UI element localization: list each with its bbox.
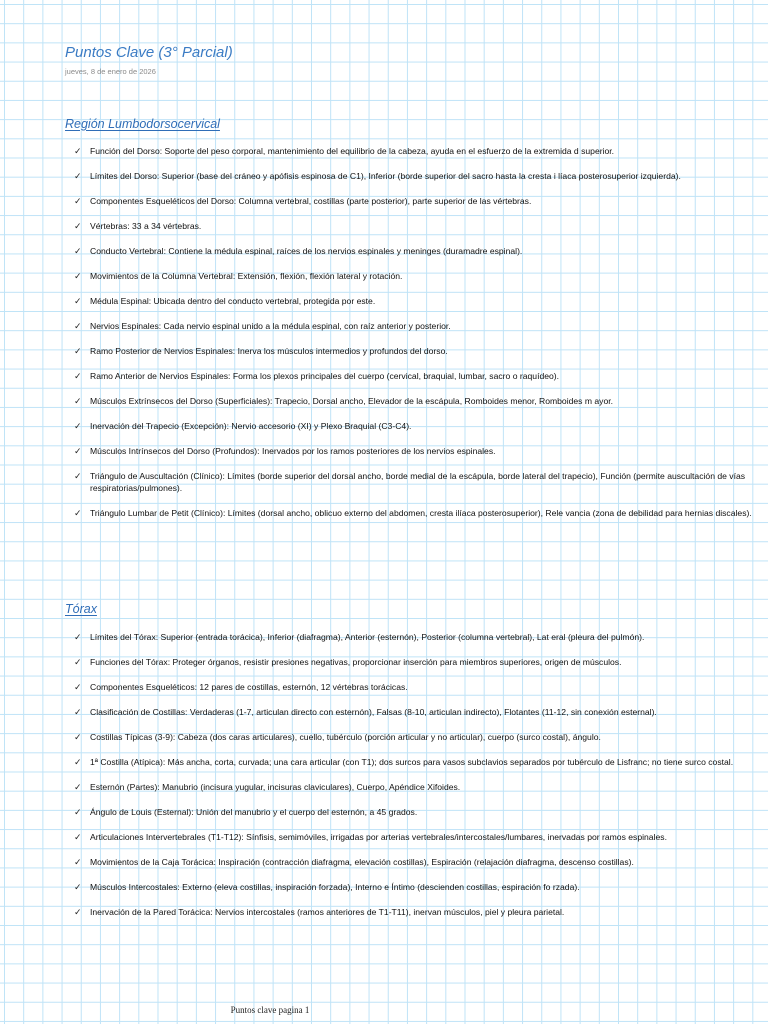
check-icon: ✓ bbox=[74, 682, 82, 692]
check-icon: ✓ bbox=[74, 271, 82, 281]
check-icon: ✓ bbox=[74, 832, 82, 842]
bullet-item bbox=[74, 220, 764, 232]
page-title: Puntos Clave (3° Parcial) bbox=[65, 44, 233, 61]
bullet-item bbox=[74, 656, 764, 668]
bullet-item bbox=[74, 170, 764, 182]
check-icon: ✓ bbox=[74, 246, 82, 256]
check-icon: ✓ bbox=[74, 632, 82, 642]
bullet-item bbox=[74, 345, 764, 357]
bullet-item bbox=[74, 781, 764, 793]
bullet-item bbox=[74, 507, 764, 519]
check-icon: ✓ bbox=[74, 346, 82, 356]
bullet-text: Vértebras: 33 a 34 vértebras. bbox=[90, 221, 202, 231]
bullet-item bbox=[74, 420, 764, 432]
bullet-item bbox=[74, 320, 764, 332]
bullet-item bbox=[74, 195, 764, 207]
bullet-item bbox=[74, 395, 764, 407]
bullet-text: Músculos Intrínsecos del Dorso (Profundos): Inervados por los ramos posteriores de los nervios espinales. bbox=[90, 446, 496, 456]
bullet-text: Movimientos de la Columna Vertebral: Extensión, flexión, flexión lateral y rotación. bbox=[90, 271, 403, 281]
check-icon: ✓ bbox=[74, 221, 82, 231]
bullet-text: Articulaciones Intervertebrales (T1-T12): Sínfisis, semimóviles, irrigadas por arterias vertebrales/intercostales/lumbares, inervadas por ramos espinales. bbox=[90, 832, 667, 842]
bullet-text: Funciones del Tórax: Proteger órganos, resistir presiones negativas, proporcionar inserción para miembros superiores, origen de músculos. bbox=[90, 657, 622, 667]
bullet-list-region bbox=[74, 145, 764, 519]
bullet-item bbox=[74, 295, 764, 307]
bullet-item bbox=[74, 731, 764, 743]
check-icon: ✓ bbox=[74, 508, 82, 518]
bullet-item bbox=[74, 756, 764, 768]
bullet-item bbox=[74, 806, 764, 818]
check-icon: ✓ bbox=[74, 857, 82, 867]
bullet-text: Inervación del Trapecio (Excepción): Nervio accesorio (XI) y Plexo Braquial (C3-C4). bbox=[90, 421, 412, 431]
bullet-item bbox=[74, 245, 764, 257]
bullet-item bbox=[74, 831, 764, 843]
check-icon: ✓ bbox=[74, 296, 82, 306]
bullet-text: Médula Espinal: Ubicada dentro del conducto vertebral, protegida por este. bbox=[90, 296, 376, 306]
page-footer: Puntos clave pagina 1 bbox=[230, 1005, 310, 1015]
bullet-text: Nervios Espinales: Cada nervio espinal unido a la médula espinal, con raíz anterior y posterior. bbox=[90, 321, 451, 331]
bullet-text: Ángulo de Louis (Esternal): Unión del manubrio y el cuerpo del esternón, a 45 grados. bbox=[90, 807, 418, 817]
bullet-text: Componentes Esqueléticos: 12 pares de costillas, esternón, 12 vértebras torácicas. bbox=[90, 682, 408, 692]
check-icon: ✓ bbox=[74, 907, 82, 917]
bullet-text: Límites del Dorso: Superior (base del cráneo y apófisis espinosa de C1), Inferior (borde superior del sacro hasta la cresta i líaca posterosuperior izquierda). bbox=[90, 171, 681, 181]
bullet-text: Conducto Vertebral: Contiene la médula espinal, raíces de los nervios espinales y meninges (duramadre espinal). bbox=[90, 246, 523, 256]
bullet-text: Músculos Extrínsecos del Dorso (Superficiales): Trapecio, Dorsal ancho, Elevador de la escápula, Romboides menor, Romboides m ayor. bbox=[90, 396, 614, 406]
check-icon: ✓ bbox=[74, 757, 82, 767]
bullet-text: Triángulo Lumbar de Petit (Clínico): Límites (dorsal ancho, oblicuo externo del abdomen, cresta ilíaca posterosuperior), Rele vancia (zona de debilidad para hernias discales). bbox=[90, 508, 752, 518]
bullet-text: Inervación de la Pared Torácica: Nervios intercostales (ramos anteriores de T1-T11), inervan músculos, piel y pleura parietal. bbox=[90, 907, 565, 917]
bullet-text: Ramo Posterior de Nervios Espinales: Inerva los músculos intermedios y profundos del dorso. bbox=[90, 346, 448, 356]
check-icon: ✓ bbox=[74, 421, 82, 431]
check-icon: ✓ bbox=[74, 882, 82, 892]
bullet-item bbox=[74, 445, 764, 457]
check-icon: ✓ bbox=[74, 657, 82, 667]
bullet-item bbox=[74, 881, 764, 893]
check-icon: ✓ bbox=[74, 707, 82, 717]
bullet-text: Movimientos de la Caja Torácica: Inspiración (contracción diafragma, elevación costillas), Espiración (relajación diafragma, descenso costillas). bbox=[90, 857, 634, 867]
check-icon: ✓ bbox=[74, 446, 82, 456]
section-heading-torax: Tórax bbox=[65, 602, 97, 616]
bullet-item bbox=[74, 856, 764, 868]
bullet-item bbox=[74, 706, 764, 718]
bullet-item bbox=[74, 145, 764, 157]
check-icon: ✓ bbox=[74, 732, 82, 742]
bullet-text: Esternón (Partes): Manubrio (incisura yugular, incisuras claviculares), Cuerpo, Apéndice Xifoides. bbox=[90, 782, 461, 792]
bullet-item bbox=[74, 270, 764, 282]
bullet-text: Clasificación de Costillas: Verdaderas (1-7, articulan directo con esternón), Falsas (8-10, articulan indirecto), Flotantes (11-12, sin conexión esternal). bbox=[90, 707, 657, 717]
bullet-text: 1ª Costilla (Atípica): Más ancha, corta, curvada; una cara articular (con T1); dos surcos para vasos subclavios separados por tubérculo de Lisfranc; no tiene surco costal. bbox=[90, 757, 734, 767]
bullet-text: Función del Dorso: Soporte del peso corporal, mantenimiento del equilibrio de la cabeza, ayuda en el esfuerzo de la extremida d superior. bbox=[90, 146, 615, 156]
check-icon: ✓ bbox=[74, 371, 82, 381]
check-icon: ✓ bbox=[74, 471, 82, 481]
bullet-text: Triángulo de Auscultación (Clínico): Límites (borde superior del dorsal ancho, borde medial de la escápula, borde lateral del trapecio), Función (permite auscultación de vías respiratorias/pulmones). bbox=[90, 471, 746, 493]
bullet-item bbox=[74, 370, 764, 382]
check-icon: ✓ bbox=[74, 171, 82, 181]
check-icon: ✓ bbox=[74, 146, 82, 156]
bullet-text: Ramo Anterior de Nervios Espinales: Forma los plexos principales del cuerpo (cervical, braquial, lumbar, sacro o raquídeo). bbox=[90, 371, 560, 381]
bullet-item bbox=[74, 681, 764, 693]
bullet-list-torax bbox=[74, 631, 764, 918]
check-icon: ✓ bbox=[74, 321, 82, 331]
bullet-item bbox=[74, 631, 764, 643]
check-icon: ✓ bbox=[74, 196, 82, 206]
check-icon: ✓ bbox=[74, 396, 82, 406]
bullet-text: Componentes Esqueléticos del Dorso: Columna vertebral, costillas (parte posterior), parte superior de las vértebras. bbox=[90, 196, 532, 206]
bullet-item bbox=[74, 906, 764, 918]
page-date: jueves, 8 de enero de 2026 bbox=[65, 67, 156, 76]
bullet-text: Músculos Intercostales: Externo (eleva costillas, inspiración forzada), Interno e Íntimo (descienden costillas, espiración fo rzada). bbox=[90, 882, 580, 892]
bullet-item bbox=[74, 470, 764, 494]
check-icon: ✓ bbox=[74, 782, 82, 792]
section-heading-region: Región Lumbodorsocervical bbox=[65, 117, 220, 131]
bullet-text: Costillas Típicas (3-9): Cabeza (dos caras articulares), cuello, tubérculo (porción articular y no articular), cuerpo (surco costal), ángulo. bbox=[90, 732, 601, 742]
bullet-text: Límites del Tórax: Superior (entrada torácica), Inferior (diafragma), Anterior (esternón), Posterior (columna vertebral), Lat eral (pleura del pulmón). bbox=[90, 632, 645, 642]
check-icon: ✓ bbox=[74, 807, 82, 817]
